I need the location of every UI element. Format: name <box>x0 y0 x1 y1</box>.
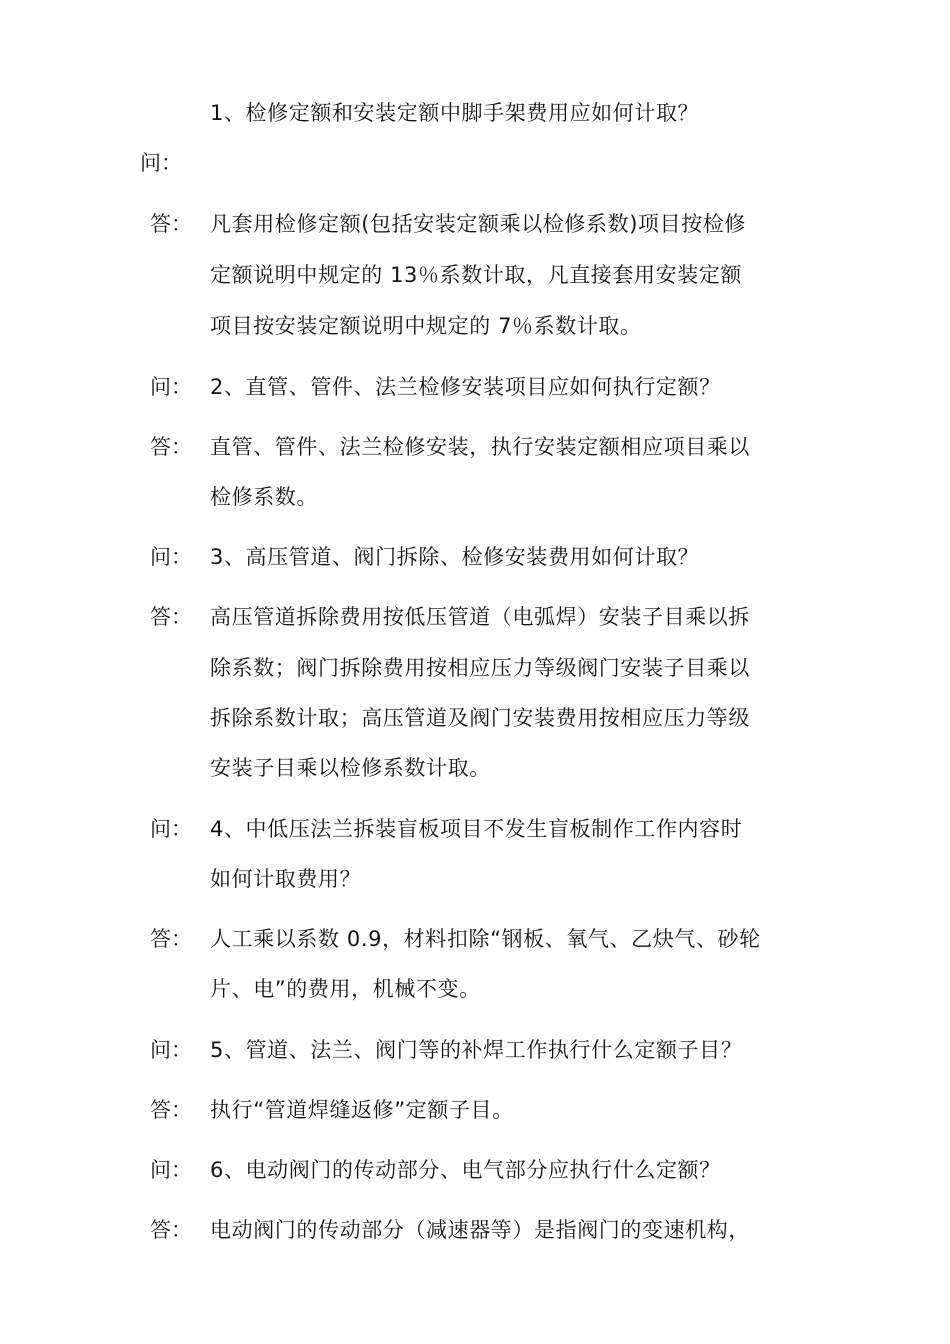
answer-5-line-1: 执行“管道焊缝返修”定额子目。 <box>210 1098 514 1122</box>
answer-label: 答： <box>150 927 192 951</box>
question-4-line-1: 4、中低压法兰拆装盲板项目不发生盲板制作工作内容时 <box>210 817 743 841</box>
answer-label: 答： <box>150 605 192 629</box>
answer-label: 答： <box>150 1218 192 1242</box>
answer-1-line-1: 凡套用检修定额(包括安装定额乘以检修系数)项目按检修 <box>210 212 746 236</box>
question-1-text: 1、检修定额和安装定额中脚手架费用应如何计取？ <box>210 101 700 125</box>
question-label: 问： <box>150 545 192 569</box>
question-5-text: 5、管道、法兰、阀门等的补焊工作执行什么定额子目？ <box>210 1038 743 1062</box>
answer-3-line-1: 高压管道拆除费用按低压管道（电弧焊）安装子目乘以拆 <box>210 605 750 629</box>
answer-label: 答： <box>150 212 192 236</box>
answer-1-line-2: 定额说明中规定的 13％系数计取，凡直接套用安装定额 <box>210 263 742 287</box>
answer-4-line-2: 片、电”的费用，机械不变。 <box>210 977 481 1001</box>
answer-3-line-3: 拆除系数计取；高压管道及阀门安装费用按相应压力等级 <box>210 706 750 730</box>
question-label: 问： <box>150 1038 192 1062</box>
question-label: 问： <box>150 817 192 841</box>
question-label: 问： <box>150 1158 192 1182</box>
answer-label: 答： <box>150 1098 192 1122</box>
question-4-line-2: 如何计取费用？ <box>210 867 362 891</box>
answer-6-line-1: 电动阀门的传动部分（减速器等）是指阀门的变速机构， <box>210 1218 750 1242</box>
question-label: 问： <box>150 375 192 399</box>
answer-3-line-2: 除系数；阀门拆除费用按相应压力等级阀门安装子目乘以 <box>210 656 750 680</box>
question-6-text: 6、电动阀门的传动部分、电气部分应执行什么定额？ <box>210 1158 721 1182</box>
answer-3-line-4: 安装子目乘以检修系数计取。 <box>210 756 491 780</box>
answer-label: 答： <box>150 435 192 459</box>
answer-2-line-2: 检修系数。 <box>210 485 318 509</box>
question-3-text: 3、高压管道、阀门拆除、检修安装费用如何计取？ <box>210 545 700 569</box>
answer-4-line-1: 人工乘以系数 0.9，材料扣除“钢板、氧气、乙炔气、砂轮 <box>210 927 761 951</box>
question-label: 问： <box>140 151 182 175</box>
question-2-text: 2、直管、管件、法兰检修安装项目应如何执行定额？ <box>210 375 721 399</box>
answer-1-line-3: 项目按安装定额说明中规定的 7％系数计取。 <box>210 314 642 338</box>
answer-2-line-1: 直管、管件、法兰检修安装，执行安装定额相应项目乘以 <box>210 435 750 459</box>
